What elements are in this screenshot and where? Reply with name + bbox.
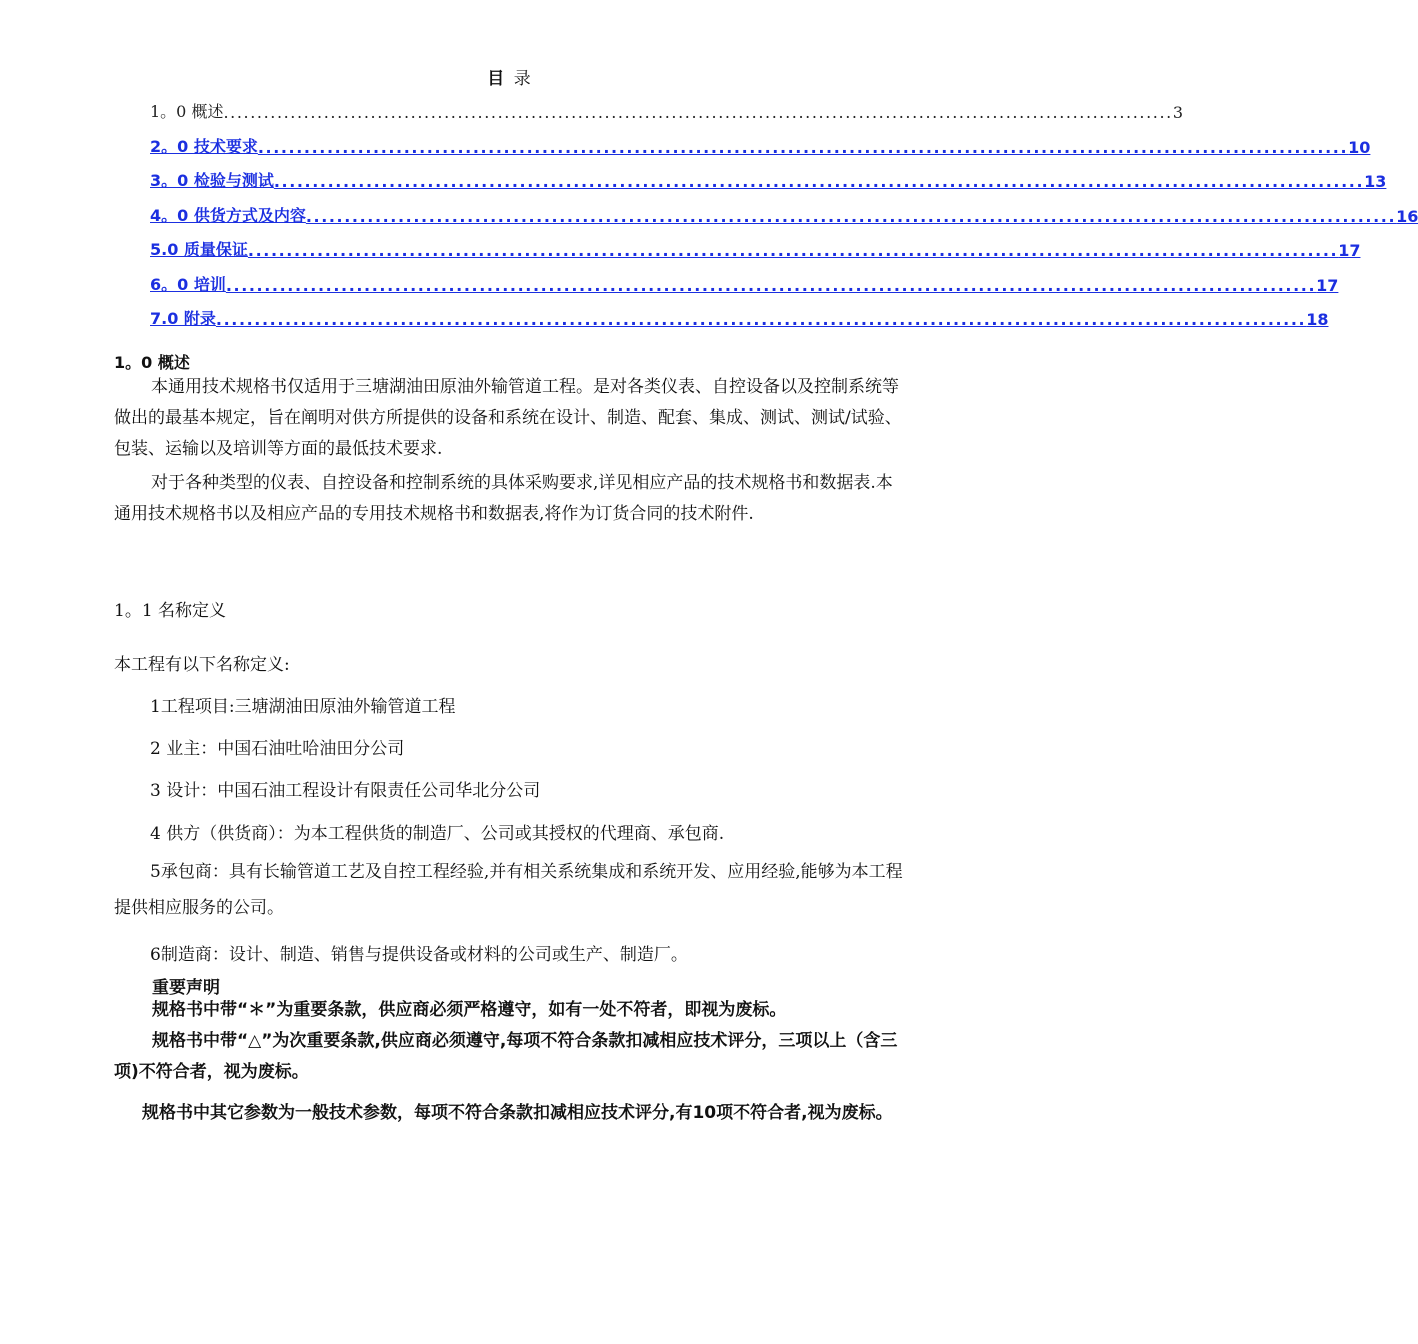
notice-line-1: 规格书中带“＊”为重要条款，供应商必须严格遵守，如有一处不符者，即视为废标。 (152, 1000, 787, 1020)
toc-entry-training[interactable] (150, 271, 1339, 295)
toc-entry-label: 7.0 附录 (150, 309, 216, 328)
toc-leader-dots: .............................................................................................................................................. (225, 276, 1317, 295)
toc-leader-dots: .............................................................................................................................................. (215, 310, 1307, 329)
definition-item: 6制造商：设计、制造、销售与提供设备或材料的公司或生产、制造厂。 (150, 945, 688, 965)
toc-entry-page: 3 (1172, 103, 1184, 122)
notice-title: 重要声明 (152, 978, 220, 998)
definition-item: 4 供方（供货商）：为本工程供货的制造厂、公司或其授权的代理商、承包商. (150, 824, 725, 844)
toc-entry-label: 5.0 质量保证 (150, 240, 248, 259)
toc-entry-label: 6。0 培训 (150, 275, 226, 294)
toc-entry-page: 16 (1396, 207, 1418, 226)
toc-entry-inspection[interactable] (150, 167, 1387, 191)
toc-entry-label: 2。0 技术要求 (150, 137, 258, 156)
toc-leader-dots: .............................................................................................................................................. (223, 103, 1173, 122)
section-heading-overview: 1。0 概述 (114, 353, 190, 372)
toc-title-rest: 录 (513, 69, 533, 89)
overview-paragraph-1: 本通用技术规格书仅适用于三塘湖油田原油外输管道工程。是对各类仪表、自控设备以及控制系统等做出的最基本规定，旨在阐明对供方所提供的设备和系统在设计、制造、配套、集成、测试、测试/试验、包装、运输以及培训等方面的最低技术要求. (114, 377, 902, 459)
toc-entry-overview[interactable] (150, 98, 1184, 122)
toc-leader-dots: .............................................................................................................................................. (273, 172, 1365, 191)
toc-entry-supply[interactable] (150, 202, 1418, 226)
toc-entry-page: 18 (1306, 310, 1329, 329)
toc-entry-appendix[interactable] (150, 305, 1329, 329)
toc-entry-page: 13 (1364, 172, 1387, 191)
section-heading-definitions: 1。1 名称定义 (114, 601, 227, 621)
toc-entry-page: 10 (1348, 138, 1371, 157)
toc-entry-tech-requirements[interactable] (150, 133, 1371, 157)
toc-leader-dots: .............................................................................................................................................. (257, 138, 1349, 157)
toc-title (0, 64, 1020, 89)
toc-entry-quality[interactable] (150, 236, 1361, 260)
toc-entry-label: 4。0 供货方式及内容 (150, 206, 306, 225)
definition-item: 5承包商：具有长输管道工艺及自控工程经验,并有相关系统集成和系统开发、应用经验,能够为本工程提供相应服务的公司。 (114, 862, 903, 918)
notice-line-2: 规格书中带“△”为次重要条款,供应商必须遵守,每项不符合条款扣减相应技术评分，三项以上（含三项)不符合者，视为废标。 (114, 1031, 898, 1082)
definition-item: 3 设计：中国石油工程设计有限责任公司华北分公司 (150, 781, 541, 801)
toc-leader-dots: .............................................................................................................................................. (247, 241, 1339, 260)
toc-leader-dots: .............................................................................................................................................. (305, 207, 1397, 226)
notice-line-3: 规格书中其它参数为一般技术参数，每项不符合条款扣减相应技术评分,有10项不符合者,视为废标。 (142, 1103, 893, 1123)
toc-entry-label: 1。0 概述 (150, 102, 224, 121)
toc-entry-page: 17 (1338, 241, 1361, 260)
toc-entry-page: 17 (1316, 276, 1339, 295)
overview-paragraph-2: 对于各种类型的仪表、自控设备和控制系统的具体采购要求,详见相应产品的技术规格书和数据表.本通用技术规格书以及相应产品的专用技术规格书和数据表,将作为订货合同的技术附件. (114, 473, 893, 524)
toc-entry-label: 3。0 检验与测试 (150, 171, 274, 190)
definitions-intro: 本工程有以下名称定义: (114, 655, 290, 675)
definition-item: 2 业主：中国石油吐哈油田分公司 (150, 739, 405, 759)
definition-item: 1工程项目:三塘湖油田原油外输管道工程 (150, 697, 456, 717)
toc-title-bold: 目 (487, 69, 507, 89)
